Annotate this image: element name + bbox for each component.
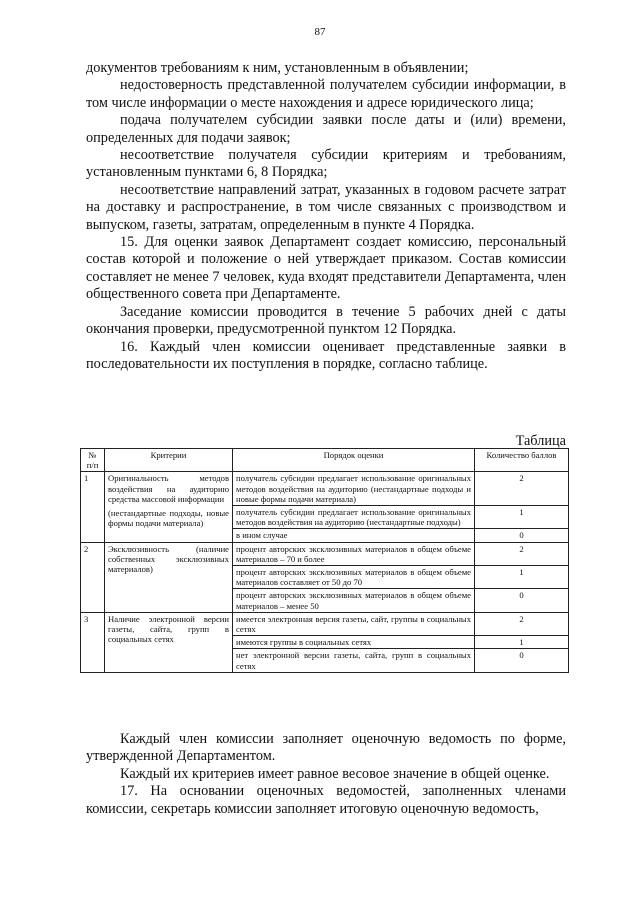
paragraph: Заседание комиссии проводится в течение 5 рабочих дней с даты окончания проверки, предусмотренной пунктом 12 Порядка. [86, 303, 566, 338]
header-order: Порядок оценки [233, 449, 475, 472]
paragraph: 16. Каждый член комиссии оценивает представленные заявки в последовательности их поступления в порядке, согласно таблице. [86, 338, 566, 372]
table-header-row [81, 449, 569, 472]
criteria-text: (нестандартные подходы, новые формы подачи материала) [108, 508, 229, 529]
row-order: процент авторских эксклюзивных материалов в общем объеме материалов составляет от 50 до 70 [233, 566, 475, 589]
paragraph: документов требованиям к ним, установленным в объявлении; [86, 60, 469, 76]
row-points: 2 [475, 472, 569, 506]
row-points: 1 [475, 636, 569, 649]
criteria-text: Оригинальность методов воздействия на аудиторию средства массовой информации [108, 473, 229, 504]
paragraph: Каждый член комиссии заполняет оценочную ведомость по форме, утвержденной Департаментом. [86, 731, 566, 765]
paragraph: подача получателем субсидии заявки после даты и (или) времени, определенных для подачи заявок; [86, 112, 566, 146]
row-points: 1 [475, 506, 569, 529]
paragraph: несоответствие получателя субсидии критериям и требованиям, установленным пунктами 6, 8 Порядка; [86, 147, 566, 181]
row-criteria: Эксклюзивность (наличие собственных эксклюзивных материалов) [105, 542, 233, 612]
row-order: получатель субсидии предлагает использование оригинальных методов воздействия на аудиторию (нестандартные подходы) [233, 506, 475, 529]
paragraph: 17. На основании оценочных ведомостей, заполненных членами комиссии, секретарь комиссии заполняет итоговую оценочную ведомость, [86, 783, 566, 817]
row-order: нет электронной версии газеты, сайта, групп в социальных сетях [233, 649, 475, 672]
table-row [81, 612, 569, 635]
row-points: 0 [475, 529, 569, 542]
row-order: имеется электронная версия газеты, сайт, группы в социальных сетях [233, 612, 475, 635]
paragraph: недостоверность представленной получателем субсидии информации, в том числе информации о месте нахождения и адресе юридического лица; [86, 77, 566, 111]
paragraph: 15. Для оценки заявок Департамент создает комиссию, персональный состав которой и положение о ней утверждает приказом. Состав комиссии составляет не менее 7 человек, куда входят представители Департамента, член общественного совета при Департаменте. [86, 234, 566, 303]
row-order: имеются группы в социальных сетях [233, 636, 475, 649]
table-caption: Таблица [515, 433, 566, 449]
table-row [81, 542, 569, 565]
row-points: 0 [475, 589, 569, 612]
row-order: в ином случае [233, 529, 475, 542]
body-text-top [86, 60, 566, 373]
row-criteria: Наличие электронной версии газеты, сайта, групп в социальных сетях [105, 612, 233, 672]
row-order: процент авторских эксклюзивных материалов в общем объеме материалов – менее 50 [233, 589, 475, 612]
table-row [81, 472, 569, 506]
row-order: получатель субсидии предлагает использование оригинальных методов воздействия на аудиторию (нестандартные подходы и новые формы подачи материала) [233, 472, 475, 506]
row-num: 3 [81, 612, 105, 672]
row-points: 1 [475, 566, 569, 589]
row-num: 2 [81, 542, 105, 612]
header-num: № п/п [81, 449, 105, 472]
header-criteria: Критерии [105, 449, 233, 472]
row-num: 1 [81, 472, 105, 542]
row-points: 0 [475, 649, 569, 672]
header-points: Количество баллов [475, 449, 569, 472]
row-criteria [105, 472, 233, 542]
criteria-table [80, 448, 569, 673]
paragraph: несоответствие направлений затрат, указанных в годовом расчете затрат на доставку и распространение, в том числе связанных с производством и выпуском, газеты, затратам, определенным в пункте 4 Порядка. [86, 181, 566, 233]
body-text-bottom [86, 731, 566, 818]
row-points: 2 [475, 542, 569, 565]
row-points: 2 [475, 612, 569, 635]
row-order: процент авторских эксклюзивных материалов в общем объеме материалов – 70 и более [233, 542, 475, 565]
page-number: 87 [314, 26, 326, 38]
paragraph: Каждый их критериев имеет равное весовое значение в общей оценке. [120, 765, 550, 782]
